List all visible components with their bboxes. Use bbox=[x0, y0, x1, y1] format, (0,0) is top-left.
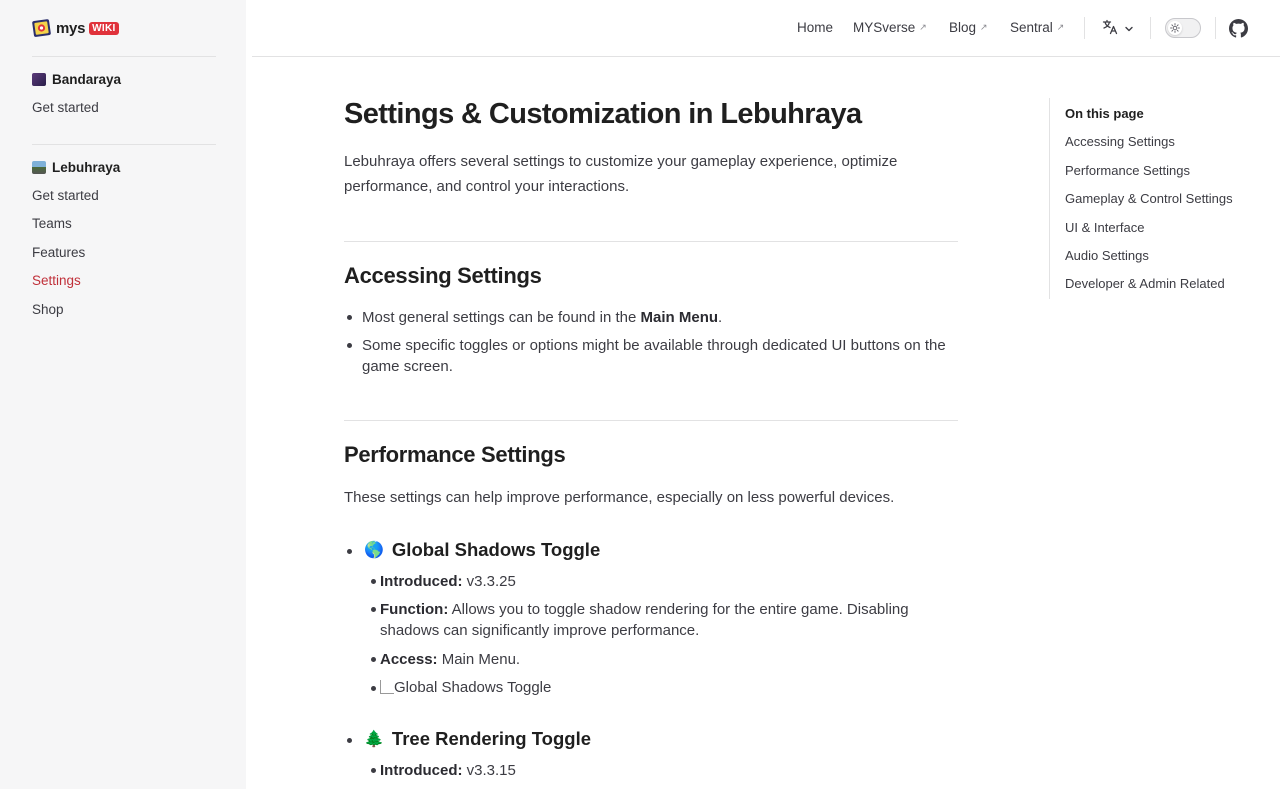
detail-function: Function: Allows you to toggle shadow rendering for the entire game. Disabling shadows can significantly improve performance. bbox=[380, 601, 909, 639]
language-switcher[interactable] bbox=[1102, 19, 1134, 40]
outline-item-accessing-settings[interactable]: Accessing Settings bbox=[1065, 134, 1175, 149]
sidebar bbox=[0, 0, 246, 789]
nav-separator bbox=[1150, 17, 1151, 39]
chevron-down-icon bbox=[1124, 21, 1134, 39]
heading-global-shadows-toggle: 🌎 Global Shadows Toggle bbox=[364, 539, 601, 560]
outline-item-ui-interface[interactable]: UI & Interface bbox=[1065, 220, 1145, 235]
sidebar-item-lebuhraya-get-started[interactable]: Get started bbox=[32, 188, 99, 203]
tree-icon: 🌲 bbox=[364, 731, 384, 748]
logo-wiki-badge: WIKI bbox=[89, 22, 118, 35]
detail-access: Access: Main Menu. bbox=[380, 651, 521, 668]
github-icon[interactable] bbox=[1229, 19, 1248, 43]
bullet-dot bbox=[347, 549, 352, 554]
bullet-dot bbox=[371, 607, 376, 612]
sidebar-group-bandaraya: Bandaraya bbox=[32, 72, 121, 87]
outline-item-developer-admin[interactable]: Developer & Admin Related bbox=[1065, 276, 1225, 291]
outline-title: On this page bbox=[1065, 106, 1144, 121]
external-link-icon: ↗ bbox=[980, 22, 988, 32]
detail-introduced: Introduced: v3.3.15 bbox=[380, 762, 516, 779]
logo-text: mys bbox=[56, 19, 86, 37]
outline-item-audio-settings[interactable]: Audio Settings bbox=[1065, 248, 1149, 263]
heading-tree-rendering-toggle: 🌲 Tree Rendering Toggle bbox=[364, 728, 591, 749]
nav-link-blog[interactable]: Blog ↗ bbox=[949, 20, 988, 35]
outline-item-gameplay-control-settings[interactable]: Gameplay & Control Settings bbox=[1065, 191, 1233, 206]
theme-toggle[interactable] bbox=[1165, 18, 1201, 38]
bullet-dot bbox=[371, 768, 376, 773]
section-divider bbox=[344, 420, 958, 421]
nav-separator bbox=[1215, 17, 1216, 39]
sidebar-item-shop[interactable]: Shop bbox=[32, 302, 64, 317]
nav-link-mysverse[interactable]: MYSverse ↗ bbox=[853, 20, 927, 35]
mys-logo-icon bbox=[32, 18, 52, 38]
bullet-dot bbox=[371, 579, 376, 584]
site-logo[interactable] bbox=[32, 17, 119, 39]
nav-link-sentral[interactable]: Sentral ↗ bbox=[1010, 20, 1065, 35]
sidebar-item-features[interactable]: Features bbox=[32, 245, 86, 260]
list-item: Some specific toggles or options might be available through dedicated UI buttons on the game screen. bbox=[362, 337, 946, 375]
sidebar-group-lebuhraya: Lebuhraya bbox=[32, 160, 120, 175]
sidebar-divider bbox=[32, 56, 216, 57]
page-title: Settings & Customization in Lebuhraya bbox=[344, 98, 862, 130]
sidebar-item-settings[interactable]: Settings bbox=[32, 273, 81, 288]
external-link-icon: ↗ bbox=[919, 22, 927, 32]
broken-image: Global Shadows Toggle bbox=[380, 677, 920, 698]
list-item: Most general settings can be found in the Main Menu. bbox=[362, 309, 723, 326]
performance-intro: These settings can help improve performance, especially on less powerful devices. bbox=[344, 489, 895, 506]
broken-image-icon bbox=[380, 680, 394, 694]
city-night-icon bbox=[32, 73, 46, 86]
nav-link-home[interactable]: Home bbox=[797, 20, 834, 35]
page-intro: Lebuhraya offers several settings to customize your gameplay experience, optimize performance, and control your interactions. bbox=[344, 153, 898, 195]
highway-icon bbox=[32, 161, 46, 174]
detail-introduced: Introduced: v3.3.25 bbox=[380, 573, 516, 590]
heading-accessing-settings: Accessing Settings bbox=[344, 263, 542, 288]
bullet-dot bbox=[371, 686, 376, 691]
sidebar-item-teams[interactable]: Teams bbox=[32, 216, 72, 231]
translate-icon bbox=[1102, 19, 1118, 40]
sun-icon bbox=[1168, 21, 1182, 35]
globe-icon: 🌎 bbox=[364, 542, 384, 559]
bullet-dot bbox=[347, 315, 352, 320]
top-navbar bbox=[252, 0, 1280, 57]
outline-item-performance-settings[interactable]: Performance Settings bbox=[1065, 163, 1191, 178]
bullet-dot bbox=[347, 343, 352, 348]
page-outline bbox=[1049, 98, 1269, 299]
sidebar-divider bbox=[32, 144, 216, 145]
bullet-dot bbox=[347, 738, 352, 743]
sidebar-item-bandaraya-get-started[interactable]: Get started bbox=[32, 100, 99, 115]
bullet-dot bbox=[371, 657, 376, 662]
heading-performance-settings: Performance Settings bbox=[344, 442, 566, 467]
nav-separator bbox=[1084, 17, 1085, 39]
section-divider bbox=[344, 241, 958, 242]
external-link-icon: ↗ bbox=[1056, 22, 1065, 32]
